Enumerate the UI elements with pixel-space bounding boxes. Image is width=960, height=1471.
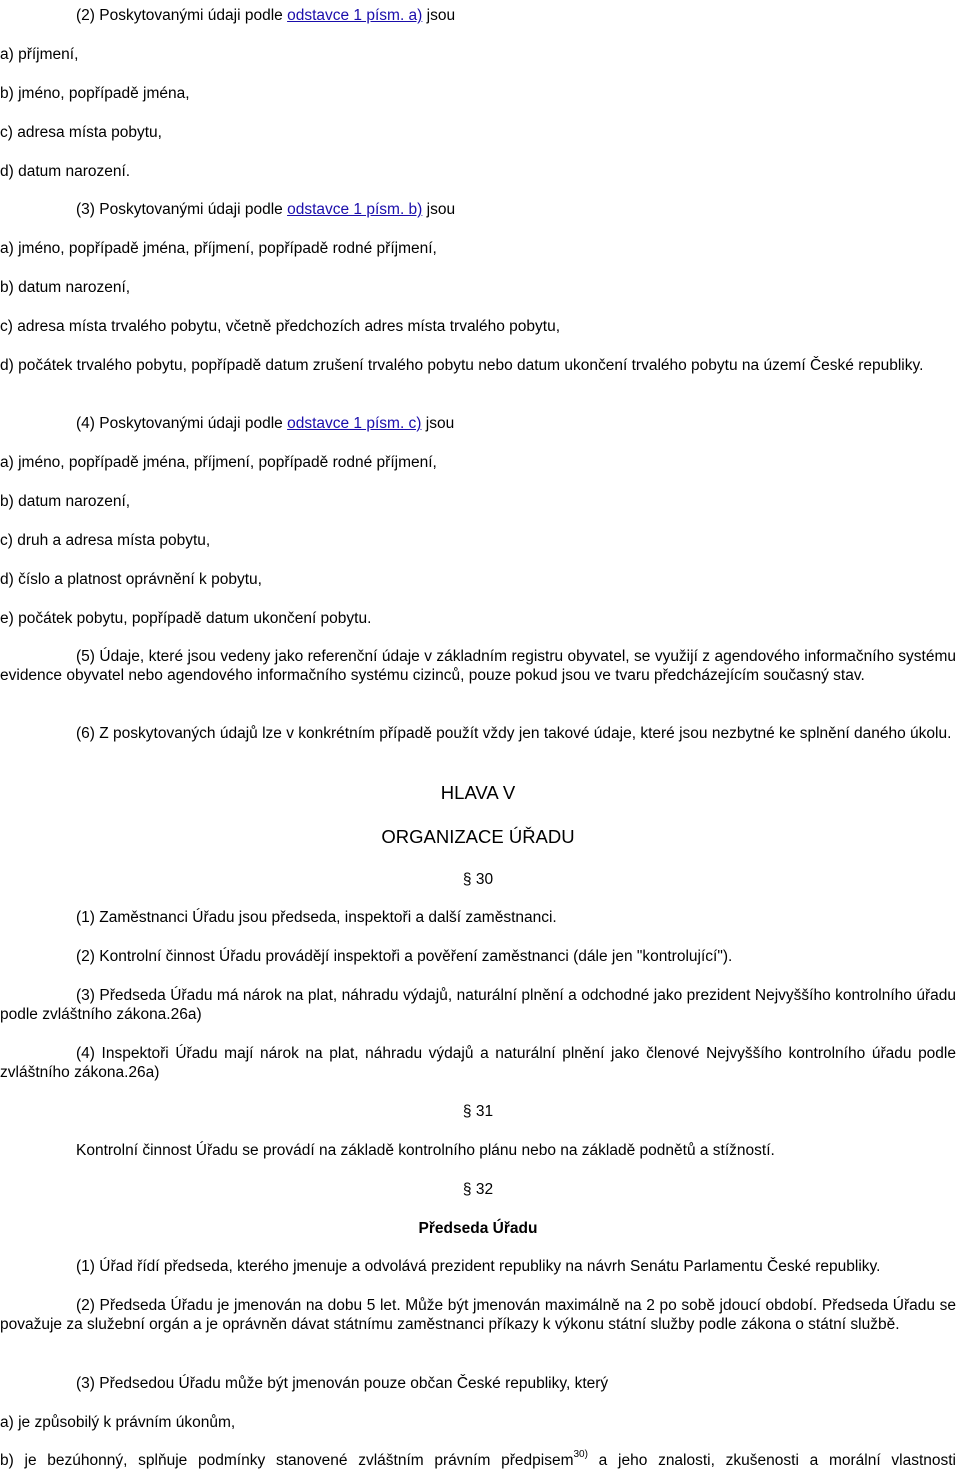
footnote-ref[interactable]: 30) <box>573 1448 588 1460</box>
section-heading-31: § 31 <box>462 1103 494 1120</box>
paragraph-32-1: (1) Úřad řídí předseda, kterého jmenuje a odvolává prezident republiky na návrh Senátu Parlamentu České republiky. <box>76 1258 881 1275</box>
paragraph-30-2: (2) Kontrolní činnost Úřadu provádějí inspektoři a pověření zaměstnanci (dále jen "kontrolující"). <box>76 948 733 965</box>
list-item: d) číslo a platnost oprávnění k pobytu, <box>0 571 262 588</box>
list-item: c) druh a adresa místa pobytu, <box>0 532 211 549</box>
paragraph-30-1: (1) Zaměstnanci Úřadu jsou předseda, inspektoři a další zaměstnanci. <box>76 909 557 926</box>
list-item: a) jméno, popřípadě jména, příjmení, popřípadě rodné příjmení, <box>0 454 437 471</box>
list-item: a) je způsobilý k právním úkonům, <box>0 1414 236 1431</box>
list-item: d) počátek trvalého pobytu, popřípadě datum zrušení trvalého pobytu nebo datum ukončení trvalého pobytu na území České republiky. <box>0 357 924 374</box>
chapter-title: ORGANIZACE ÚŘADU <box>381 826 575 847</box>
paragraph-30-3: (3) Předseda Úřadu má nárok na plat, náhradu výdajů, naturální plnění a odchodné jako prezident Nejvyššího kontrolního úřadu podle zvláštního zákona.26a) <box>0 987 956 1023</box>
paragraph-32-3: (3) Předsedou Úřadu může být jmenován pouze občan České republiky, který <box>76 1375 609 1392</box>
paragraph-6: (6) Z poskytovaných údajů lze v konkrétním případě použít vždy jen takové údaje, které jsou nezbytné ke splnění daného úkolu. <box>76 725 952 742</box>
list-item: a) jméno, popřípadě jména, příjmení, popřípadě rodné příjmení, <box>0 240 437 257</box>
paragraph-5: (5) Údaje, které jsou vedeny jako referenční údaje v základním registru obyvatel, se využijí z agendového informačního systému evidence obyvatel nebo agendového informačního systému cizinců, pouze pokud jsou ve tvaru předcházejícím současný stav. <box>0 648 956 684</box>
paragraph-2-intro: (2) Poskytovanými údaji podle odstavce 1 písm. a) jsou <box>76 7 456 24</box>
list-item: d) datum narození. <box>0 163 131 180</box>
link-odstavce-1-a[interactable]: odstavce 1 písm. a) <box>287 7 423 24</box>
link-odstavce-1-c[interactable]: odstavce 1 písm. c) <box>287 415 422 432</box>
list-item: b) je bezúhonný, splňuje podmínky stanovené zvláštním právním předpisem$^{30)}$ a jeho znalosti, zkušenosti a morální vlastnosti <box>0 1448 956 1469</box>
paragraph-32-2: (2) Předseda Úřadu je jmenován na dobu 5 let. Může být jmenován maximálně na 2 po sobě jdoucí období. Předseda Úřadu se považuje za služební orgán a je oprávněn dávat státnímu zaměstnanci příkazy k výkonu státní služby podle zákona o státní službě. <box>0 1297 956 1333</box>
paragraph-3-intro: (3) Poskytovanými údaji podle odstavce 1 písm. b) jsou <box>76 201 456 218</box>
chapter-heading: HLAVA V <box>440 782 516 803</box>
list-item: b) datum narození, <box>0 279 131 296</box>
list-item: c) adresa místa trvalého pobytu, včetně předchozích adres místa trvalého pobytu, <box>0 318 561 335</box>
paragraph-4-intro: (4) Poskytovanými údaji podle odstavce 1 písm. c) jsou <box>76 415 455 432</box>
list-item: b) datum narození, <box>0 493 131 510</box>
list-item: e) počátek pobytu, popřípadě datum ukončení pobytu. <box>0 610 372 627</box>
section-heading-30: § 30 <box>462 871 494 888</box>
link-odstavce-1-b[interactable]: odstavce 1 písm. b) <box>287 201 423 218</box>
list-item: a) příjmení, <box>0 46 79 63</box>
paragraph-31: Kontrolní činnost Úřadu se provádí na základě kontrolního plánu nebo na základě podnětů a stížností. <box>76 1142 775 1159</box>
list-item: c) adresa místa pobytu, <box>0 124 162 141</box>
section-title-32: Předseda Úřadu <box>418 1220 538 1237</box>
paragraph-30-4: (4) Inspektoři Úřadu mají nárok na plat, náhradu výdajů a naturální plnění jako členové Nejvyššího kontrolního úřadu podle zvláštního zákona.26a) <box>0 1045 956 1081</box>
list-item: b) jméno, popřípadě jména, <box>0 85 190 102</box>
section-heading-32: § 32 <box>462 1181 494 1198</box>
